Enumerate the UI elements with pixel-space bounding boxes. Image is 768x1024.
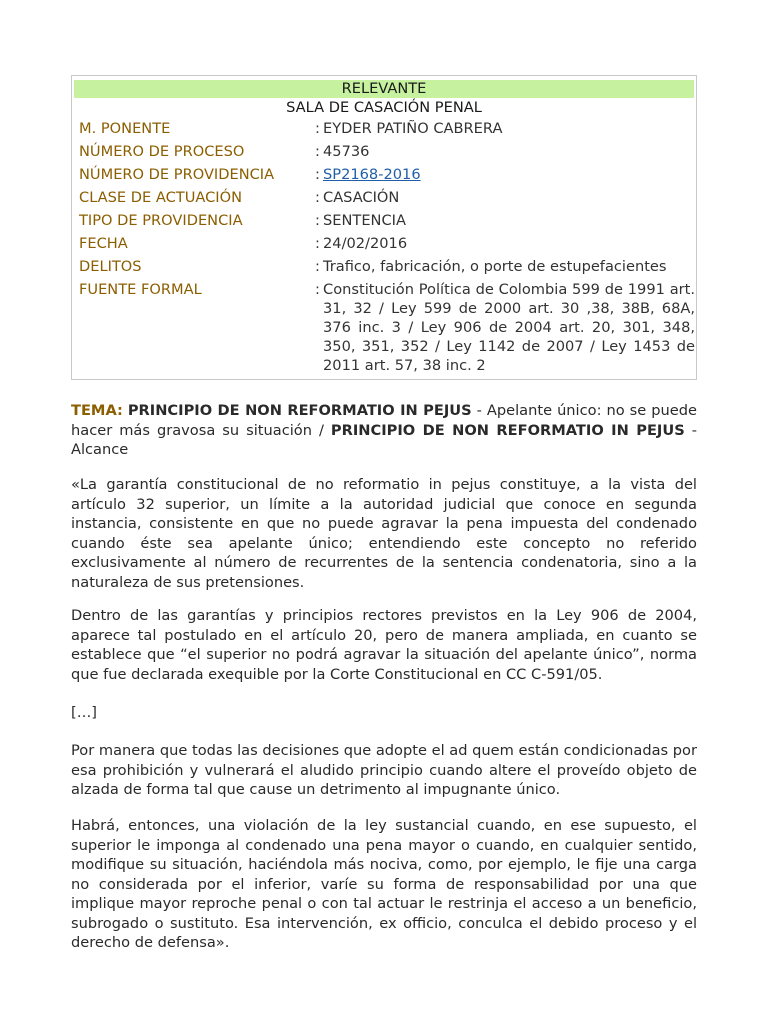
field-row-clase <box>72 188 696 211</box>
field-colon: : <box>315 281 320 298</box>
field-row-delitos <box>72 257 696 280</box>
field-row-proceso <box>72 142 696 165</box>
paragraph-2: Dentro de las garantías y principios rectores previstos en la Ley 906 de 2004, aparece tal postulado en el artículo 20, pero de manera ampliada, en cuanto se establece que “el superior no podrá agravar la situación del apelante único”, norma que fue declarada exequible por la Corte Constitucional en CC C-591/05. <box>71 607 697 683</box>
providencia-link[interactable]: SP2168-2016 <box>323 166 421 183</box>
field-row-tipo <box>72 211 696 234</box>
relevante-header: RELEVANTE <box>74 80 694 98</box>
field-label: NÚMERO DE PROVIDENCIA <box>79 166 275 183</box>
field-row-ponente <box>72 119 696 142</box>
field-label: TIPO DE PROVIDENCIA <box>79 212 243 229</box>
paragraph-ellipsis: […] <box>71 704 97 721</box>
field-value: CASACIÓN <box>323 189 400 206</box>
tema-bold-1: PRINCIPIO DE NON REFORMATIO IN PEJUS <box>127 402 472 419</box>
field-row-fuente <box>72 280 696 374</box>
field-value: Trafico, fabricación, o porte de estupefacientes <box>323 258 667 275</box>
field-label: M. PONENTE <box>79 120 171 137</box>
field-row-fecha <box>72 234 696 257</box>
field-value <box>323 165 421 185</box>
tema-text-2: - Alcance <box>71 421 698 458</box>
field-colon: : <box>315 166 320 183</box>
fuente-value: Constitución Política de Colombia 599 de 1991 art. 31, 32 / Ley 599 de 2000 art. 30 ,38, 38B, 68A, 376 inc. 3 / Ley 906 de 2004 art. 20, 301, 348, 350, 351, 352 / Ley 1142 de 2007 / Ley 1453 de 2011 art. 57, 38 inc. 2 <box>323 281 695 374</box>
tema-bold-2: PRINCIPIO DE NON REFORMATIO IN PEJUS <box>330 421 685 439</box>
field-colon: : <box>315 258 320 275</box>
field-value: SENTENCIA <box>323 212 406 229</box>
sala-header: SALA DE CASACIÓN PENAL <box>286 99 482 116</box>
field-row-providencia <box>72 165 696 188</box>
field-label: FECHA <box>79 235 128 252</box>
tema-label: TEMA: <box>71 402 123 419</box>
field-label: CLASE DE ACTUACIÓN <box>79 189 242 206</box>
paragraph-4: Habrá, entonces, una violación de la ley sustancial cuando, en ese supuesto, el superior le imponga al condenado una pena mayor o cuando, en cualquier sentido, modifique su situación, haciéndola más nociva, como, por ejemplo, le fije una carga no considerada por el inferior, varíe su forma de responsabilidad por una que implique mayor reproche penal o con tal actuar le restrinja el acceso a un beneficio, subrogado o sustituto. Esa intervención, ex officio, conculca el debido proceso y el derecho de defensa». <box>71 817 697 951</box>
case-info-table <box>71 75 697 380</box>
field-colon: : <box>315 212 320 229</box>
field-value: 45736 <box>323 143 370 160</box>
paragraph-1: «La garantía constitucional de no reformatio in pejus constituye, a la vista del artículo 32 superior, un límite a la autoridad judicial que conoce en segunda instancia, consistente en que no puede agravar la pena impuesta del condenado cuando éste sea apelante único; entendiendo este concepto no referido exclusivamente al número de recurrentes de la sentencia condenatoria, sino a la naturaleza de sus pretensiones. <box>71 476 697 591</box>
field-label: FUENTE FORMAL <box>79 281 202 298</box>
field-value: EYDER PATIÑO CABRERA <box>323 120 503 137</box>
field-colon: : <box>315 143 320 160</box>
field-colon: : <box>315 189 320 206</box>
field-label: DELITOS <box>79 258 142 275</box>
tema-text-1: - Apelante único: no se puede hacer más gravosa su situación / <box>71 402 697 439</box>
field-colon: : <box>315 120 320 137</box>
tema-paragraph <box>71 401 697 460</box>
field-label: NÚMERO DE PROCESO <box>79 143 245 160</box>
field-value: 24/02/2016 <box>323 235 408 252</box>
paragraph-3: Por manera que todas las decisiones que adopte el ad quem están condicionadas por esa prohibición y vulnerará el aludido principio cuando altere el proveído objeto de alzada de forma tal que cause un detrimento al impugnante único. <box>71 742 697 798</box>
field-colon: : <box>315 235 320 252</box>
